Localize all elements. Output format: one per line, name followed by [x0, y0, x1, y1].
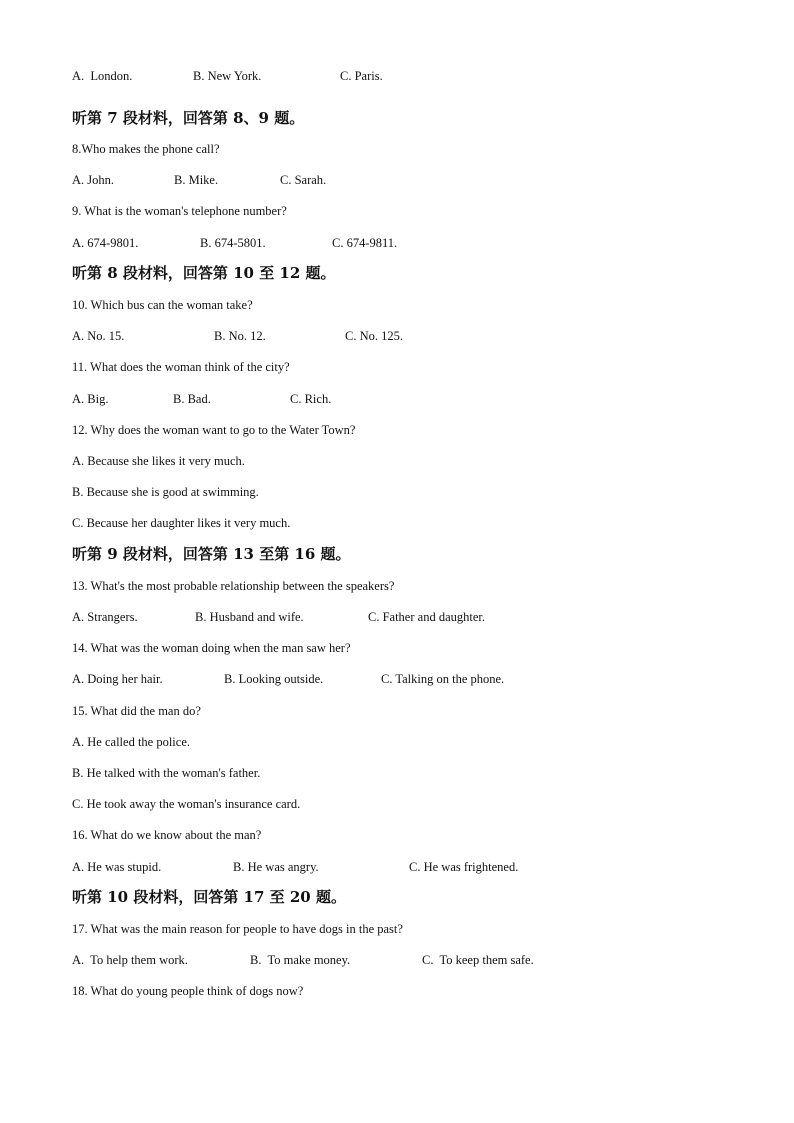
question-14: 14. What was the woman doing when the man saw her? [72, 641, 351, 655]
q9-option-c: C. 674-9811. [332, 236, 398, 250]
question-12: 12. Why does the woman want to go to the Water Town? [72, 423, 356, 437]
q12-option-b: B. Because she is good at swimming. [72, 485, 259, 499]
q10-option-c: C. No. 125. [345, 329, 403, 343]
question-9: 9. What is the woman's telephone number? [72, 204, 287, 218]
section-heading-7: 听第 7 段材料，回答第 8、9 题。 [72, 109, 305, 127]
q15-option-c: C. He took away the woman's insurance card. [72, 797, 301, 811]
q17-option-b: B. To make money. [250, 953, 351, 967]
question-8: 8.Who makes the phone call? [72, 142, 220, 156]
q7-option-a: A. London. [72, 69, 133, 83]
q16-option-c: C. He was frightened. [409, 860, 519, 874]
q17-option-a: A. To help them work. [72, 953, 188, 967]
q10-option-b: B. No. 12. [214, 329, 266, 343]
q7-option-c: C. Paris. [340, 69, 383, 83]
q8-option-b: B. Mike. [174, 173, 219, 187]
q11-option-a: A. Big. [72, 392, 109, 406]
q14-option-c: C. Talking on the phone. [381, 672, 505, 686]
q16-option-a: A. He was stupid. [72, 860, 162, 874]
q12-option-c: C. Because her daughter likes it very much. [72, 516, 291, 530]
q15-option-b: B. He talked with the woman's father. [72, 766, 261, 780]
q16-option-b: B. He was angry. [233, 860, 319, 874]
section-heading-9: 听第 9 段材料，回答第 13 至第 16 题。 [72, 545, 351, 563]
question-10: 10. Which bus can the woman take? [72, 298, 253, 312]
q9-option-b: B. 674-5801. [200, 236, 266, 250]
section-heading-8: 听第 8 段材料，回答第 10 至 12 题。 [72, 264, 336, 282]
question-18: 18. What do young people think of dogs now? [72, 984, 304, 998]
question-17: 17. What was the main reason for people to have dogs in the past? [72, 922, 403, 936]
q8-option-a: A. John. [72, 173, 115, 187]
q11-option-b: B. Bad. [173, 392, 211, 406]
q14-option-b: B. Looking outside. [224, 672, 324, 686]
section-heading-10: 听第 10 段材料，回答第 17 至 20 题。 [72, 888, 346, 906]
q14-option-a: A. Doing her hair. [72, 672, 163, 686]
q9-option-a: A. 674-9801. [72, 236, 139, 250]
q10-option-a: A. No. 15. [72, 329, 125, 343]
question-15: 15. What did the man do? [72, 704, 201, 718]
q17-option-c: C. To keep them safe. [422, 953, 534, 967]
q12-option-a: A. Because she likes it very much. [72, 454, 245, 468]
question-16: 16. What do we know about the man? [72, 828, 262, 842]
q8-option-c: C. Sarah. [280, 173, 327, 187]
q13-option-a: A. Strangers. [72, 610, 138, 624]
question-13: 13. What's the most probable relationship between the speakers? [72, 579, 395, 593]
q15-option-a: A. He called the police. [72, 735, 191, 749]
question-11: 11. What does the woman think of the city? [72, 360, 290, 374]
q7-option-b: B. New York. [193, 69, 262, 83]
q13-option-b: B. Husband and wife. [195, 610, 304, 624]
q13-option-c: C. Father and daughter. [368, 610, 485, 624]
q11-option-c: C. Rich. [290, 392, 332, 406]
